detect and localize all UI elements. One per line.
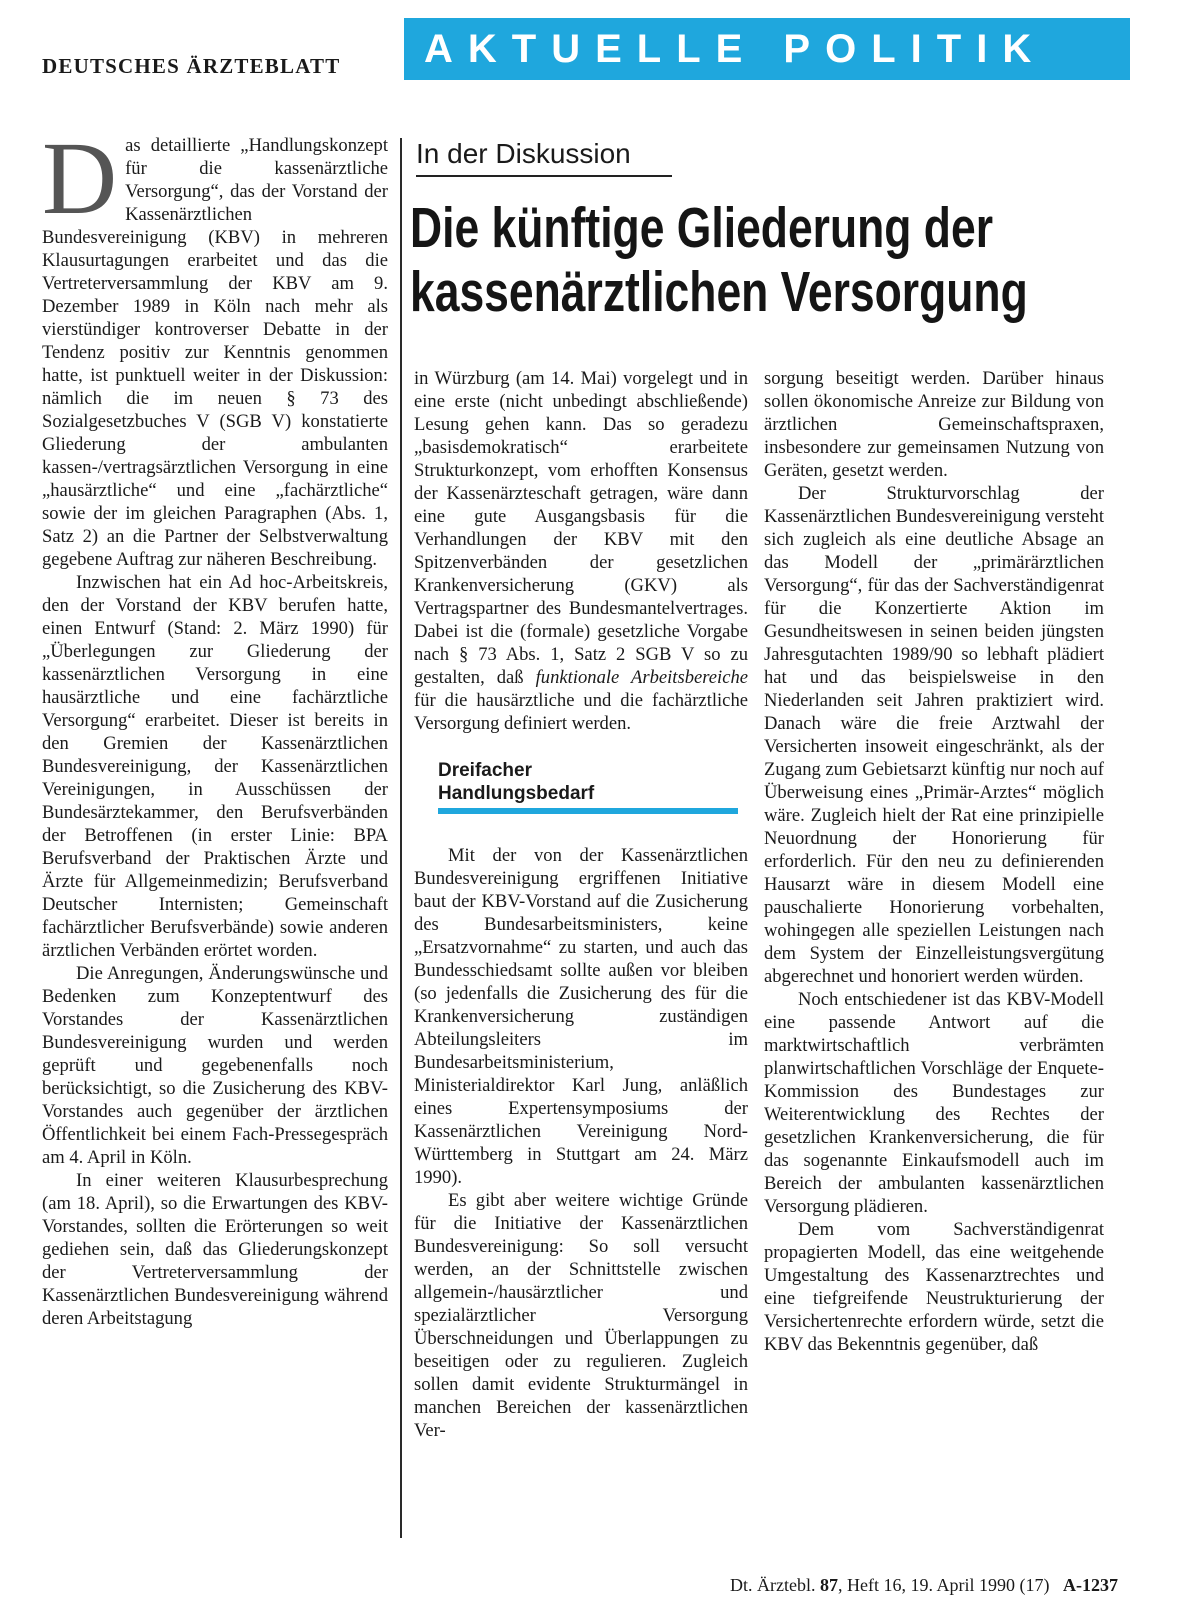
column-divider [400,138,402,1538]
kicker: In der Diskussion [416,138,672,177]
page-footer [730,1575,1118,1596]
headline [410,196,1028,324]
paragraph: Noch entschiedener ist das KBV-Modell eine passende Antwort auf die marktwirtschaftlich verbrämten planwirtschaftlichen Vorschläge der Enquete-Kommission des Bundestages zur Weiterentwicklung des Rechtes der gesetzlichen Krankenversicherung, die für das sogenannte Einkaufsmodell auch im Bereich der ambulanten kassenärztlichen Versorgung plädieren. [764,989,1104,1217]
paragraph-text: für die hausärztliche und die fachärztliche Versorgung definiert werden. [414,690,748,734]
section-banner: AKTUELLE POLITIK [404,18,1130,80]
column-1 [42,121,388,1330]
subheading [438,759,738,814]
paragraph [414,367,748,735]
headline-line-2: kassenärztlichen Versorgung [410,260,1028,324]
emphasis-text: funktionale Arbeitsbereiche [535,667,749,688]
footer-journal: Dt. Ärztebl. [730,1575,816,1595]
paragraph-text: as detaillierte „Handlungskonzept für die kassenärztliche Versorgung“, das der Vorstand der Kassenärztlichen Bundesvereinigung (KBV) in mehreren Klausurtagungen erarbeitet und das die Vertreterversammlung der KBV am 9. Dezember 1989 in Köln nach mehr als vierstündiger kontroverser Debatte in der Tendenz positiv zur Kenntnis genommen hatte, ist punktuell weiter in der Diskussion: nämlich die im neuen § 73 des Sozialgesetzbuches V (SGB V) konstatierte Gliederung der ambulanten kassen-/vertragsärztlichen Versorgung in eine „hausärztliche“ und eine „fachärztliche“ sowie der im gleichen Paragraphen (Abs. 1, Satz 2) an die Partner der Selbstverwaltung gegebene Auftrag zur näheren Beschreibung. [42,135,388,570]
paragraph: Dem vom Sachverständigenrat propagierten Modell, das eine weitgehende Umgestaltung des Kassenarztrechtes und eine tiefgreifende Neustrukturierung der Versichertenrechte erfordern würde, setzt die KBV das Bekenntnis gegenüber, daß [764,1219,1104,1355]
paragraph [42,121,388,571]
footer-issue: , Heft 16, 19. April 1990 (17) [838,1575,1050,1595]
paragraph: sorgung beseitigt werden. Darüber hinaus sollen ökonomische Anreize zur Bildung von ärztlichen Gemeinschaftspraxen, insbesondere zur gemeinsamen Nutzung von Geräten, gesetzt werden. [764,368,1104,481]
paragraph: Die Anregungen, Änderungswünsche und Bedenken zum Konzeptentwurf des Vorstandes der Kassenärztlichen Bundesvereinigung wurden und werden geprüft und gegebenenfalls noch berücksichtigt, so die Zusicherung des KBV-Vorstandes auch gegenüber der ärztlichen Öffentlichkeit bei einem Fach-Pressegespräch am 4. April in Köln. [42,963,388,1168]
paragraph-text: in Würzburg (am 14. Mai) vorgelegt und in eine erste (nicht unbedingt abschließende) Lesung gehen kann. Das so geradezu „basisdemokratisch“ erarbeitete Strukturkonzept, vom erhofften Konsensus der Kassenärzteschaft getragen, wäre dann eine gute Ausgangsbasis für die Verhandlungen der KBV mit den Spitzenverbänden der gesetzlichen Krankenversicherung (GKV) als Vertragspartner des Bundesmantelvertrages. Dabei ist die (formale) gesetzliche Vorgabe nach § 73 Abs. 1, Satz 2 SGB V so zu gestalten, daß [414,368,748,688]
subheading-line-2: Handlungsbedarf [438,783,595,804]
footer-volume: 87 [820,1575,839,1595]
headline-line-1: Die künftige Gliederung der [410,196,994,260]
subheading-underline [438,808,738,814]
paragraph: Es gibt aber weitere wichtige Gründe für die Initiative der Kassenärztlichen Bundesvereinigung: So soll versucht werden, an der Schnittstelle zwischen allgemein-/hausärztlicher und spezialärztlicher Versorgung Überschneidungen und Überlappungen zu beseitigen oder zu regulieren. Zugleich sollen damit evidente Strukturmängel in manchen Bereichen der kassenärztlichen Ver- [414,1190,748,1441]
footer-page-number: A-1237 [1063,1575,1118,1595]
masthead: DEUTSCHES ÄRZTEBLATT [42,54,341,78]
paragraph: Mit der von der Kassenärztlichen Bundesvereinigung ergriffenen Initiative baut der KBV-Vorstand auf die Zusicherung des Bundesarbeitsministers, keine „Ersatzvornahme“ zu starten, und auch das Bundesschiedsamt sollte außen vor bleiben (so jedenfalls die Zusicherung des für die Krankenversicherung zuständigen Abteilungsleiters im Bundesarbeitsministerium, Ministerialdirektor Karl Jung, anläßlich eines Expertensymposiums der Kassenärztlichen Vereinigung Nord-Württemberg in Stuttgart am 24. März 1990). [414,845,748,1188]
paragraph: Der Strukturvorschlag der Kassenärztlichen Bundesvereinigung versteht sich zugleich als eine deutliche Absage an das Modell der „primärärztlichen Versorgung“, für das der Sachverständigenrat für die Konzertierte Aktion im Gesundheitswesen in seinen beiden jüngsten Jahresgutachten 1989/90 so lebhaft plädiert hat und das beispielsweise in den Niederlanden seit Jahren praktiziert wird. Danach wäre die freie Arztwahl der Versicherten insoweit eingeschränkt, als der Zugang zum Gebietsarzt künftig nur noch auf Überweisung eines „Primär-Arztes“ möglich wäre. Zugleich hielt der Rat eine prinzipielle Neuordnung der Honorierung für erforderlich. Für den neu zu definierenden Hausarzt wäre in diesem Modell eine pauschalierte Honorierung vorbehalten, wohingegen alle speziellen Leistungen nach dem System der Einzelleistungsvergütung abgerechnet und honoriert werden würden. [764,483,1104,987]
paragraph: In einer weiteren Klausurbesprechung (am 18. April), so die Erwartungen des KBV-Vorstandes, sollten die Erörterungen so weit gediehen sein, daß das Gliederungskonzept der Vertreterversammlung der Kassenärztlichen Bundesvereinigung während deren Arbeitstagung [42,1170,388,1329]
subheading-line-1: Dreifacher [438,760,532,781]
column-3 [764,367,1104,1356]
column-2 [414,367,748,1442]
drop-cap: D [42,121,118,236]
paragraph: Inzwischen hat ein Ad hoc-Arbeitskreis, den der Vorstand der KBV berufen hatte, einen Entwurf (Stand: 2. März 1990) für „Überlegungen zur Gliederung der kassenärztlichen Versorgung in eine hausärztliche und eine fachärztliche Versorgung“ erarbeitet. Dieser ist bereits in den Gremien der Kassenärztlichen Bundesvereinigung, der Kassenärztlichen Vereinigungen, in Ausschüssen der Bundesärztekammer, den Berufsverbänden der Betroffenen (in erster Linie: BPA Berufsverband der Praktischen Ärzte und Ärzte für Allgemeinmedizin; Berufsverband Deutscher Internisten; Gemeinschaft fachärztlicher Berufsverbände) sowie anderen ärztlichen Verbänden erörtet worden. [42,572,388,961]
